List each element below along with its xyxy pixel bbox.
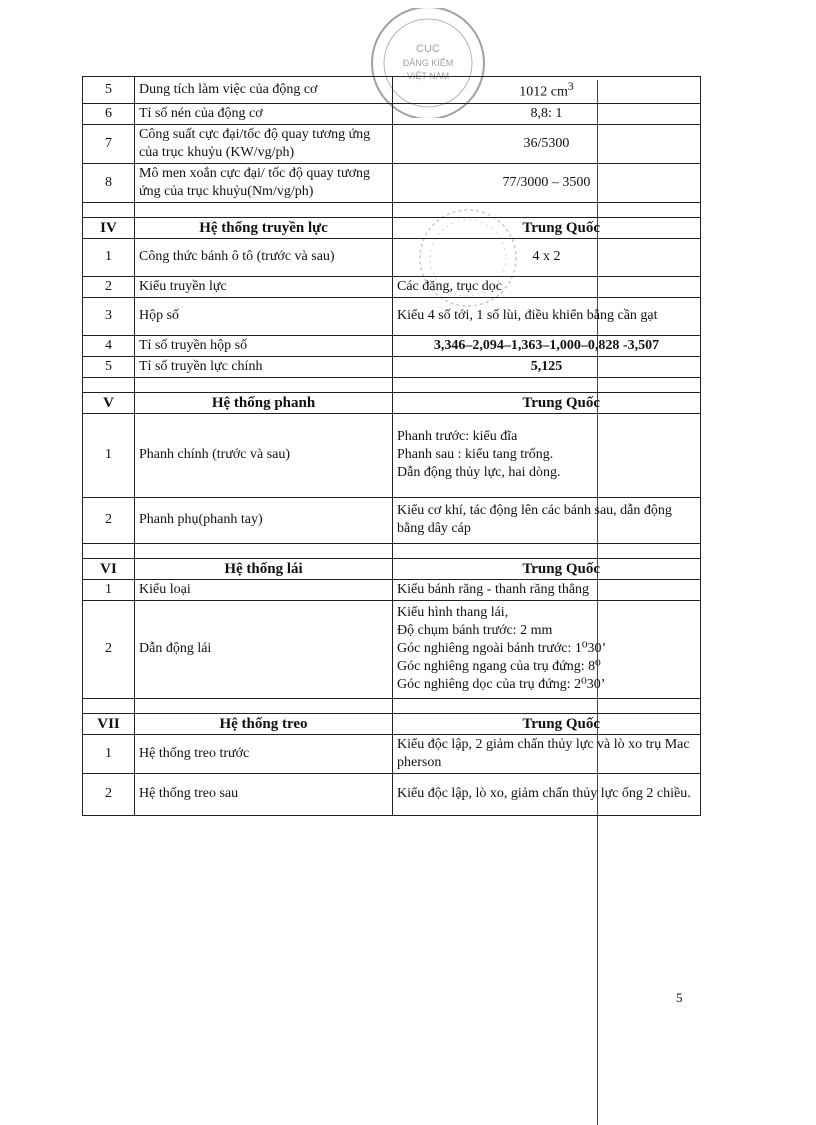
spec-label: Hệ thống treo trước <box>135 734 393 773</box>
spec-value-text: 3,346–2,094–1,363–1,000–0,828 -3,507 <box>433 337 660 353</box>
row-number: 2 <box>83 276 135 297</box>
empty-cell <box>393 377 701 392</box>
spec-value-line: Độ chụm bánh trước: 2 mm <box>397 623 553 639</box>
row-number: 1 <box>83 734 135 773</box>
spec-label: Phanh phụ(phanh tay) <box>135 497 393 543</box>
blank-row <box>83 202 701 217</box>
section-origin <box>393 217 701 238</box>
blank-row <box>83 543 701 558</box>
row-number: 4 <box>83 335 135 356</box>
spec-value-text: Kiểu độc lập, lò xo, giảm chấn thủy lực ống 2 chiều. <box>397 786 691 802</box>
spec-value-text: Kiểu độc lập, 2 giảm chấn thủy lực và lò xo trụ Mac pherson <box>397 736 690 770</box>
spec-value-text: Kiểu bánh răng - thanh răng thẳng <box>397 581 590 597</box>
empty-cell <box>83 202 135 217</box>
table-row <box>83 497 701 543</box>
table-row <box>83 276 701 297</box>
section-origin <box>393 713 701 734</box>
section-title: Hệ thống lái <box>135 558 393 579</box>
row-number: 2 <box>83 497 135 543</box>
page-number: 5 <box>676 990 683 1005</box>
row-number: 1 <box>83 413 135 497</box>
empty-cell <box>83 377 135 392</box>
section-title: Hệ thống truyền lực <box>135 217 393 238</box>
spec-label: Dung tích làm việc của động cơ <box>135 77 393 104</box>
table-row <box>83 124 701 163</box>
blank-row <box>83 698 701 713</box>
spec-label: Kiểu truyền lực <box>135 276 393 297</box>
row-number: 2 <box>83 600 135 698</box>
section-origin <box>393 392 701 413</box>
empty-cell <box>135 698 393 713</box>
table-row <box>83 163 701 202</box>
section-number: VII <box>83 713 135 734</box>
section-title: Hệ thống phanh <box>135 392 393 413</box>
section-number: VI <box>83 558 135 579</box>
row-number: 5 <box>83 356 135 377</box>
spec-value-text: Trung Quốc <box>522 394 600 411</box>
spec-value-text: Trung Quốc <box>522 560 600 577</box>
spec-value <box>393 163 701 202</box>
spec-value-line: Phanh sau : kiểu tang trống. <box>397 447 554 463</box>
spec-table-body <box>83 77 701 816</box>
empty-cell <box>393 543 701 558</box>
row-number: 1 <box>83 238 135 276</box>
spec-value-text: 36/5300 <box>523 135 570 151</box>
section-header-row <box>83 392 701 413</box>
spec-label: Tỉ số truyền hộp số <box>135 335 393 356</box>
spec-value-text: Trung Quốc <box>522 715 600 732</box>
section-header-row <box>83 217 701 238</box>
spec-label: Công thức bánh ô tô (trước và sau) <box>135 238 393 276</box>
spec-value <box>393 734 701 773</box>
table-row <box>83 600 701 698</box>
spec-value-line: Kiểu hình thang lái, <box>397 605 509 621</box>
spec-label: Công suất cực đại/tốc độ quay tương ứng của trục khuỷu (KW/vg/ph) <box>135 124 393 163</box>
table-row <box>83 103 701 124</box>
blank-row <box>83 377 701 392</box>
table-row <box>83 773 701 815</box>
table-row <box>83 734 701 773</box>
spec-value-line: Góc nghiêng dọc của trụ đứng: 2⁰30’ <box>397 677 606 693</box>
table-row <box>83 579 701 600</box>
spec-value <box>393 497 701 543</box>
spec-label: Kiểu loại <box>135 579 393 600</box>
table-row <box>83 77 701 104</box>
row-number: 3 <box>83 297 135 335</box>
empty-cell <box>135 377 393 392</box>
empty-cell <box>83 698 135 713</box>
spec-value-line: Góc nghiêng ngoài bánh trước: 1⁰30’ <box>397 641 607 657</box>
table-row <box>83 297 701 335</box>
empty-cell <box>393 202 701 217</box>
spec-table <box>82 76 701 816</box>
spec-value <box>393 77 701 104</box>
row-number: 5 <box>83 77 135 104</box>
spec-value <box>393 600 701 698</box>
spec-value <box>393 773 701 815</box>
spec-value <box>393 238 701 276</box>
spec-value-text: 1012 cm <box>519 84 568 100</box>
spec-label: Tỉ số truyền lực chính <box>135 356 393 377</box>
row-number: 1 <box>83 579 135 600</box>
spec-value <box>393 579 701 600</box>
empty-cell <box>135 543 393 558</box>
spec-label: Phanh chính (trước và sau) <box>135 413 393 497</box>
spec-value-line: Dẫn động thủy lực, hai dòng. <box>397 465 561 481</box>
table-row <box>83 238 701 276</box>
empty-cell <box>393 698 701 713</box>
spec-label: Hộp số <box>135 297 393 335</box>
spec-label: Mô men xoắn cực đại/ tốc độ quay tương ứng của trục khuỷu(Nm/vg/ph) <box>135 163 393 202</box>
row-number: 6 <box>83 103 135 124</box>
spec-value-text: 5,125 <box>530 358 563 374</box>
spec-label: Tỉ số nén của động cơ <box>135 103 393 124</box>
spec-value <box>393 335 701 356</box>
section-number: V <box>83 392 135 413</box>
spec-value-text: 8,8: 1 <box>530 105 563 121</box>
spec-value-text: Kiểu 4 số tới, 1 số lùi, điều khiển bằng cần gạt <box>397 308 658 324</box>
row-number: 7 <box>83 124 135 163</box>
empty-cell <box>83 543 135 558</box>
spec-value <box>393 413 701 497</box>
spec-value-line: Phanh trước: kiểu đĩa <box>397 429 518 445</box>
svg-text:ĐĂNG KIỂM: ĐĂNG KIỂM <box>402 58 454 68</box>
spec-value-text: Các đăng, trục dọc <box>397 278 502 294</box>
svg-text:VIỆT NAM: VIỆT NAM <box>406 71 450 81</box>
section-header-row <box>83 558 701 579</box>
section-title: Hệ thống treo <box>135 713 393 734</box>
spec-value <box>393 103 701 124</box>
spec-value-text: 4 x 2 <box>532 249 561 265</box>
table-row <box>83 356 701 377</box>
spec-value <box>393 297 701 335</box>
empty-cell <box>135 202 393 217</box>
svg-text:CỤC: CỤC <box>416 43 440 55</box>
row-number: 8 <box>83 163 135 202</box>
table-row <box>83 335 701 356</box>
spec-value-superscript: 3 <box>567 80 574 93</box>
spec-value-line: Góc nghiêng ngang của trụ đứng: 8⁰ <box>397 659 601 675</box>
section-origin <box>393 558 701 579</box>
spec-value-text: 77/3000 – 3500 <box>502 174 591 190</box>
section-header-row <box>83 713 701 734</box>
section-number: IV <box>83 217 135 238</box>
spec-value <box>393 124 701 163</box>
row-number: 2 <box>83 773 135 815</box>
spec-value-text: Trung Quốc <box>522 219 600 236</box>
table-row <box>83 413 701 497</box>
spec-label: Dẫn động lái <box>135 600 393 698</box>
spec-value <box>393 276 701 297</box>
spec-value-text: Kiểu cơ khí, tác động lên các bánh sau, dẫn động bằng dây cáp <box>397 503 672 537</box>
spec-label: Hệ thống treo sau <box>135 773 393 815</box>
spec-value <box>393 356 701 377</box>
